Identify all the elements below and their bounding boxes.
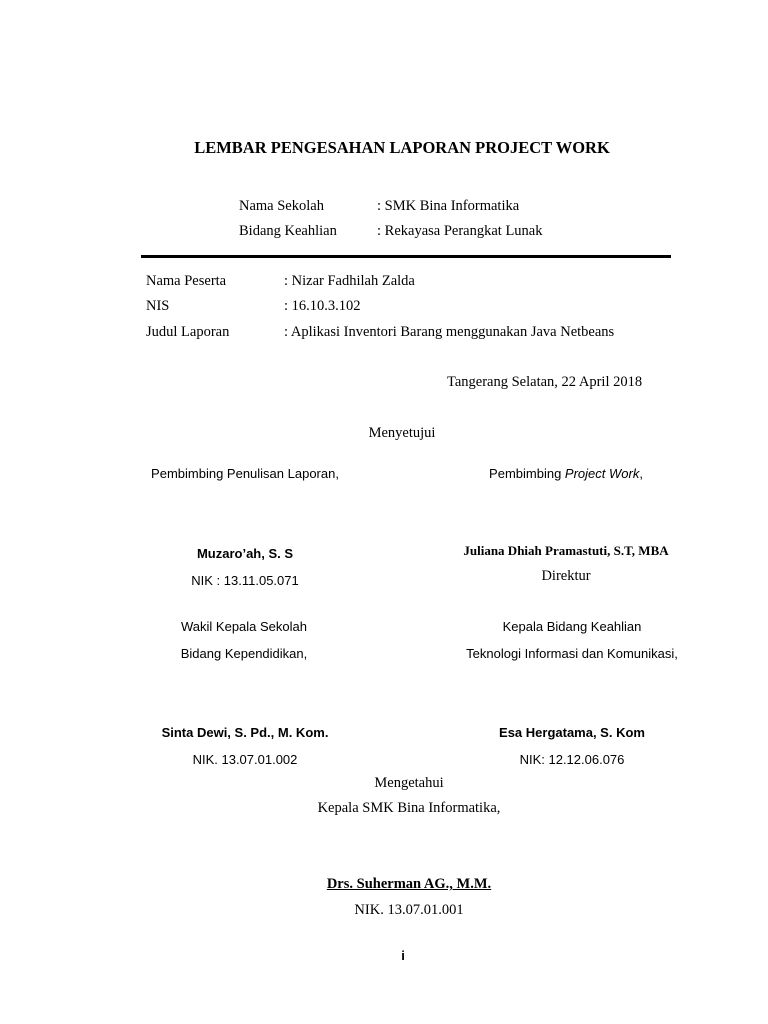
right-supervisor-position: Direktur (541, 568, 591, 584)
right-official-name: Esa Hergatama, S. Kom (499, 725, 645, 740)
report-title-label: Judul Laporan (146, 324, 230, 340)
right-official-nik: NIK: 12.12.06.076 (519, 752, 625, 767)
student-name-label: Nama Peserta (146, 273, 227, 289)
left-official-name: Sinta Dewi, S. Pd., M. Kom. (161, 725, 329, 740)
student-name-value: : Nizar Fadhilah Zalda (284, 273, 415, 289)
left-supervisor-name: Muzaro’ah, S. S (196, 546, 294, 561)
left-official-nik: NIK. 13.07.01.002 (192, 752, 298, 767)
principal-role: Kepala SMK Bina Informatika, (317, 800, 501, 816)
field-value: : Rekayasa Perangkat Lunak (377, 223, 543, 239)
place-date: Tangerang Selatan, 22 April 2018 (447, 374, 643, 390)
report-title-value: : Aplikasi Inventori Barang menggunakan Java Netbeans (284, 324, 615, 340)
school-name-value: : SMK Bina Informatika (377, 198, 520, 214)
principal-name: Drs. Suherman AG., M.M. (326, 876, 492, 892)
header-divider (141, 255, 671, 258)
acknowledge-heading: Mengetahui (374, 775, 444, 791)
approve-heading: Menyetujui (368, 425, 436, 441)
nis-value: : 16.10.3.102 (284, 298, 361, 314)
left-supervisor-role: Pembimbing Penulisan Laporan, (151, 466, 339, 481)
right-official-role-2: Teknologi Informasi dan Komunikasi, (466, 646, 678, 661)
left-official-role-1: Wakil Kepala Sekolah (181, 619, 307, 634)
nis-label: NIS (146, 298, 170, 314)
right-supervisor-name: Juliana Dhiah Pramastuti, S.T, MBA (463, 543, 669, 558)
left-supervisor-nik: NIK : 13.11.05.071 (191, 573, 299, 588)
right-official-role-1: Kepala Bidang Keahlian (502, 619, 642, 634)
left-official-role-2: Bidang Kependidikan, (180, 646, 308, 661)
field-label: Bidang Keahlian (239, 223, 337, 239)
principal-nik: NIK. 13.07.01.001 (354, 902, 464, 918)
document-title: LEMBAR PENGESAHAN LAPORAN PROJECT WORK (194, 138, 610, 157)
page-number: i (401, 948, 405, 963)
school-name-label: Nama Sekolah (239, 198, 324, 214)
right-supervisor-role: Pembimbing Project Work, (489, 466, 643, 481)
